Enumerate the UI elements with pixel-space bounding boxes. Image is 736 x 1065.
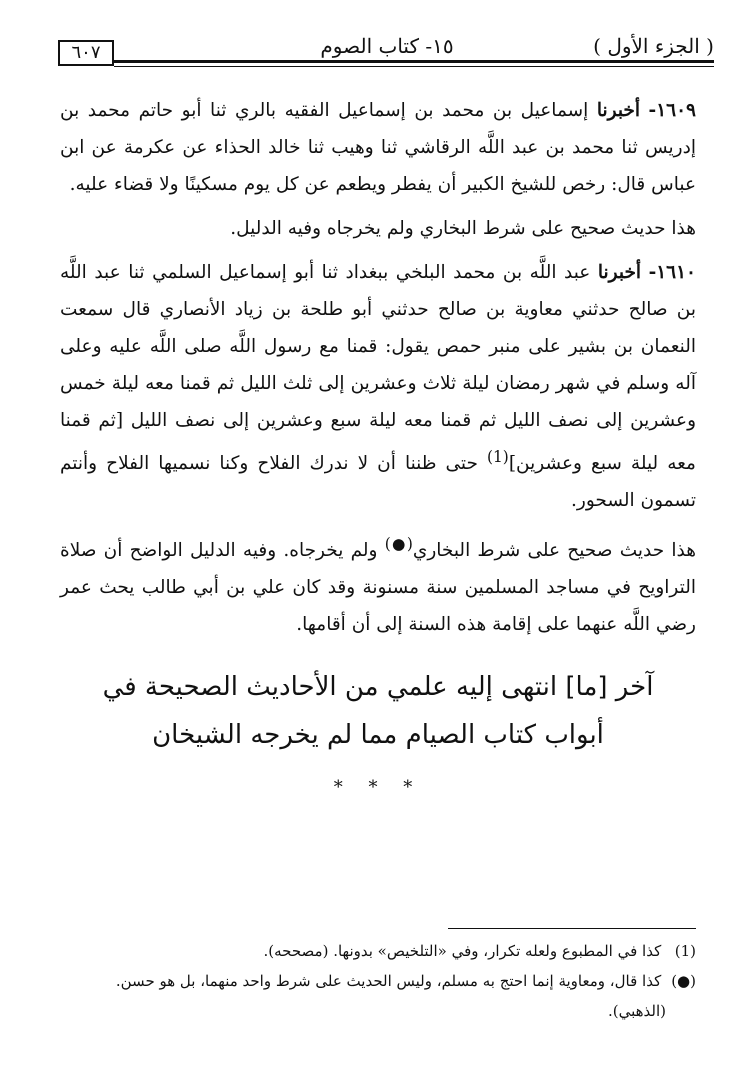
footnote-1 (60, 936, 696, 966)
page-number: ٦٠٧ (58, 40, 114, 66)
section-separator: * * * (333, 777, 423, 799)
chapter-closing (60, 663, 696, 759)
book-title: ١٥- كتاب الصوم (320, 34, 454, 58)
header-rule (114, 60, 714, 63)
hadith-1609 (60, 92, 696, 203)
hadith-lead: أخبرنا (596, 100, 640, 121)
comment-text-end: ولم يخرجاه. وفيه الدليل الواضح أن صلاة التراويح في مساجد المسلمين سنة مسنونة وقد كان علي بن أبي طالب يحث عمر رضي اللَّه عنهما على إقامة هذه السنة إلى أن أقامها. (60, 540, 696, 636)
footnote-ref-1[interactable]: (1) (486, 448, 509, 466)
footnote-text: كذا قال، ومعاوية إنما احتج به مسلم، وليس الحديث على شرط واحد منهما، بل هو حسن. (115, 972, 662, 990)
hadith-number: ١٦٠٩- (648, 100, 696, 121)
footnote-ref-dot[interactable]: (●) (384, 535, 413, 554)
hadith-1609-comment: هذا حديث صحيح على شرط البخاري ولم يخرجاه وفيه الدليل. (230, 218, 696, 239)
footnote-mark: (●) (671, 972, 696, 990)
page-header (60, 32, 714, 66)
footnote-2-continuation: (الذهبي). (607, 1002, 666, 1020)
footnotes (60, 936, 696, 1026)
main-text (60, 92, 696, 798)
hadith-text-end: حتى ظننا أن لا ندرك الفلاح وكنا نسميها الفلاح وأنتم تسمون السحور. (60, 453, 696, 512)
closing-line-1: آخر [ما] انتهى إليه علمي من الأحاديث الصحيحة في (102, 672, 654, 703)
comment-text: هذا حديث صحيح على شرط البخاري (412, 540, 696, 562)
hadith-1610 (60, 254, 696, 519)
header-rule-thin (114, 66, 714, 67)
volume-title: ( الجزء الأول ) (593, 34, 714, 58)
closing-line-2: أبواب كتاب الصيام مما لم يخرجه الشيخان (152, 720, 604, 751)
footnote-mark: (1) (674, 942, 696, 960)
footnote-text: كذا في المطبوع ولعله تكرار، وفي «التلخيص» بدونها. (مصححه). (263, 942, 662, 960)
hadith-text: عبد اللَّه بن محمد البلخي ببغداد ثنا أبو إسماعيل السلمي ثنا عبد اللَّه بن صالح حدثني معاوية بن صالح حدثني أبو طلحة بن زياد الأنصاري قال سمعت النعمان بن بشير على منبر حمص يقول: قمنا مع رسول اللَّه صلى اللَّه عليه وعلى آله وسلم في شهر رمضان ليلة ثلاث وعشرين إلى ثلث الليل ثم قمنا معه ليلة خمس وعشرين إلى نصف الليل ثم قمنا معه ليلة سبع وعشرين إلى نصف الليل [ثم قمنا معه ليلة سبع وعشرين] (60, 262, 696, 475)
hadith-lead: أخبرنا (597, 262, 642, 283)
hadith-text: إسماعيل بن محمد بن إسماعيل الفقيه بالري ثنا أبو حاتم محمد بن إدريس ثنا محمد بن عبد اللَّه الرقاشي ثنا وهيب ثنا خالد الحذاء عن عكرمة عن ابن عباس قال: رخص للشيخ الكبير أن يفطر ويطعم عن كل يوم مسكينًا ولا قضاء عليه. (60, 100, 696, 195)
footnote-2 (60, 966, 696, 996)
hadith-1610-comment (60, 526, 696, 643)
hadith-number: ١٦١٠- (648, 262, 696, 283)
footnote-rule (448, 928, 696, 929)
